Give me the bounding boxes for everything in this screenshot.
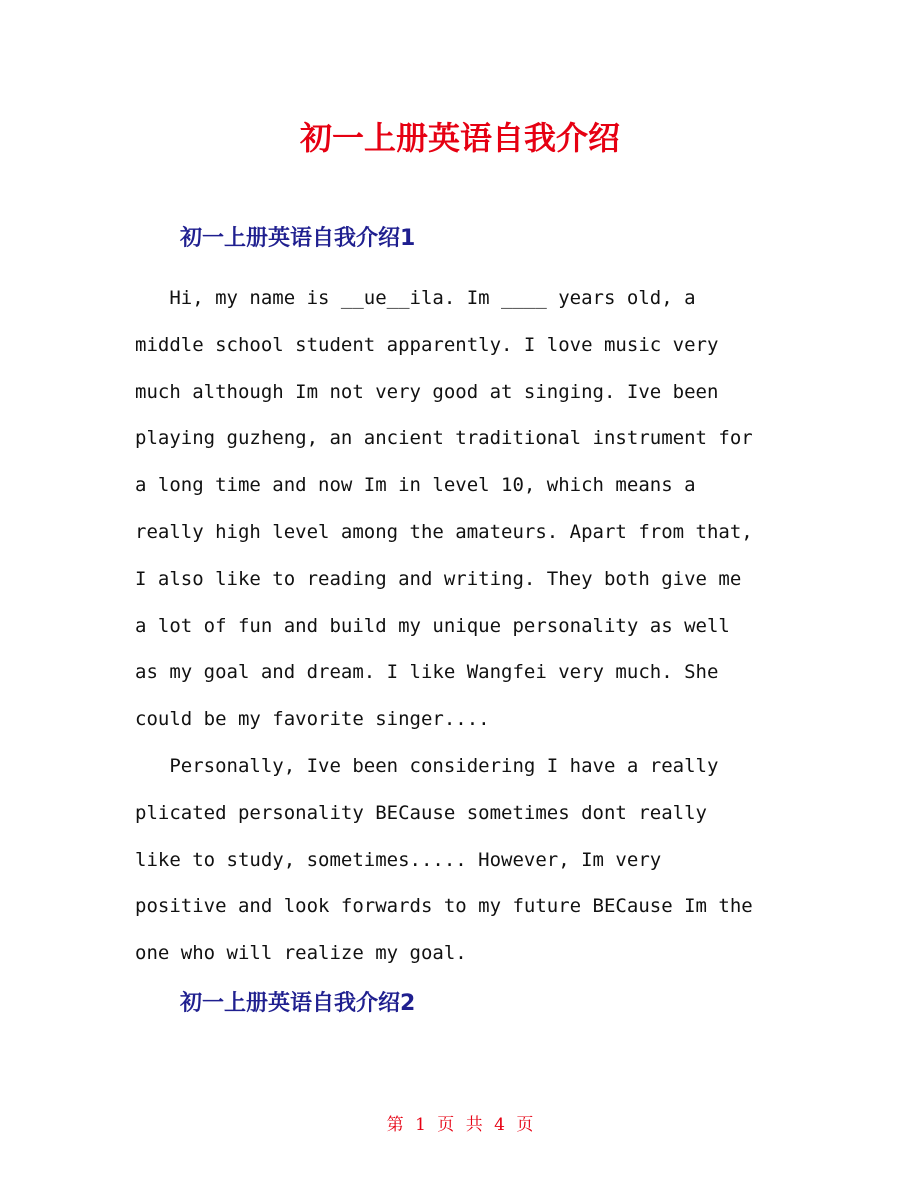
body-line: a long time and now Im in level 10, which means a xyxy=(135,474,696,497)
body-line: middle school student apparently. I love music very xyxy=(135,333,719,356)
footer-total-label: 共 xyxy=(465,1115,483,1135)
footer-total-unit: 页 xyxy=(516,1115,534,1135)
body-line: like to study, sometimes..... However, Im very xyxy=(135,848,662,871)
document-title: 初一上册英语自我介绍 xyxy=(299,119,620,157)
body-line: really high level among the amateurs. Apart from that, xyxy=(135,520,753,543)
body-line: Hi, my name is __ue__ila. Im ____ years old, a xyxy=(135,287,696,309)
footer-total-pages: 4 xyxy=(494,1115,505,1135)
section-heading-2: 初一上册英语自我介绍2 xyxy=(180,991,416,1016)
body-line: as my goal and dream. I like Wangfei very much. She xyxy=(135,661,719,684)
body-line: much although Im not very good at singing. Ive been xyxy=(135,380,719,403)
body-line: plicated personality BECause sometimes dont really xyxy=(135,801,707,824)
body-line: Personally, Ive been considering I have a really xyxy=(135,754,719,777)
footer-current-page: 1 xyxy=(415,1115,426,1135)
footer-page-unit: 页 xyxy=(437,1115,455,1135)
section-1-body xyxy=(135,275,795,977)
body-line: I also like to reading and writing. They both give me xyxy=(135,567,742,590)
page-footer xyxy=(0,1112,920,1138)
body-line: positive and look forwards to my future BECause Im the xyxy=(135,895,753,918)
section-heading-1: 初一上册英语自我介绍1 xyxy=(180,226,416,251)
body-line: a lot of fun and build my unique personality as well xyxy=(135,614,730,637)
body-line: one who will realize my goal. xyxy=(135,942,467,965)
body-line: playing guzheng, an ancient traditional instrument for xyxy=(135,427,753,450)
footer-page-label: 第 xyxy=(386,1115,404,1135)
body-line: could be my favorite singer.... xyxy=(135,708,490,731)
